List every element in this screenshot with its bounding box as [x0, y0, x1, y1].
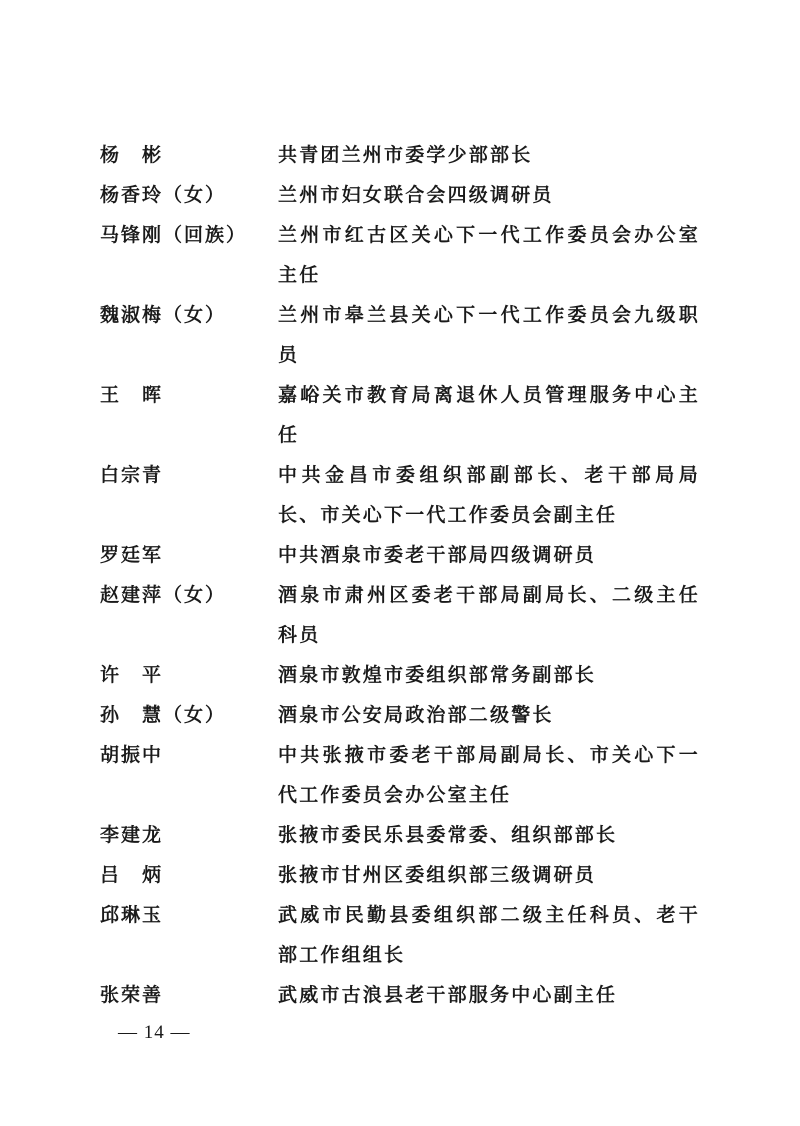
person-title: 兰州市皋兰县关心下一代工作委员会九级职员 — [278, 304, 700, 366]
person-title: 酒泉市敦煌市委组织部常务副部长 — [278, 664, 597, 686]
list-item — [100, 575, 700, 655]
page-number: — 14 — — [118, 1022, 191, 1043]
list-item — [100, 295, 700, 375]
list-item — [100, 135, 700, 175]
person-title: 武威市古浪县老干部服务中心副主任 — [278, 984, 618, 1006]
person-name: 胡振中 — [100, 744, 164, 766]
person-title: 中共酒泉市委老干部局四级调研员 — [278, 544, 597, 566]
person-title: 共青团兰州市委学少部部长 — [278, 144, 533, 166]
list-item — [100, 735, 700, 815]
person-name: 赵建萍（女） — [100, 584, 227, 606]
list-item — [100, 895, 700, 975]
person-name: 邱琳玉 — [100, 904, 164, 926]
person-name: 杨 彬 — [100, 144, 164, 166]
person-title: 张掖市甘州区委组织部三级调研员 — [278, 864, 597, 886]
list-item — [100, 975, 700, 1015]
person-title: 兰州市红古区关心下一代工作委员会办公室主任 — [278, 224, 700, 286]
person-title: 中共金昌市委组织部副部长、老干部局局长、市关心下一代工作委员会副主任 — [278, 464, 700, 526]
person-title: 兰州市妇女联合会四级调研员 — [278, 184, 554, 206]
list-item — [100, 215, 700, 295]
person-name: 吕 炳 — [100, 864, 164, 886]
person-name: 杨香玲（女） — [100, 184, 227, 206]
list-item — [100, 375, 700, 455]
person-name: 王 晖 — [100, 384, 164, 406]
person-title: 武威市民勤县委组织部二级主任科员、老干部工作组组长 — [278, 904, 700, 966]
person-title: 酒泉市公安局政治部二级警长 — [278, 704, 554, 726]
person-name: 张荣善 — [100, 984, 164, 1006]
person-name: 许 平 — [100, 664, 164, 686]
person-title: 嘉峪关市教育局离退休人员管理服务中心主任 — [278, 384, 700, 446]
person-name: 魏淑梅（女） — [100, 304, 227, 326]
list-item — [100, 815, 700, 855]
list-item — [100, 855, 700, 895]
person-name: 李建龙 — [100, 824, 164, 846]
person-title: 酒泉市肃州区委老干部局副局长、二级主任科员 — [278, 584, 700, 646]
list-item — [100, 655, 700, 695]
person-name: 马锋刚（回族） — [100, 224, 248, 246]
list-item — [100, 455, 700, 535]
person-title: 中共张掖市委老干部局副局长、市关心下一代工作委员会办公室主任 — [278, 744, 700, 806]
list-item — [100, 695, 700, 735]
person-name: 罗廷军 — [100, 544, 164, 566]
person-name: 白宗青 — [100, 464, 164, 486]
personnel-list — [100, 135, 700, 1015]
person-title: 张掖市委民乐县委常委、组织部部长 — [278, 824, 618, 846]
list-item — [100, 175, 700, 215]
person-name: 孙 慧（女） — [100, 704, 227, 726]
list-item — [100, 535, 700, 575]
